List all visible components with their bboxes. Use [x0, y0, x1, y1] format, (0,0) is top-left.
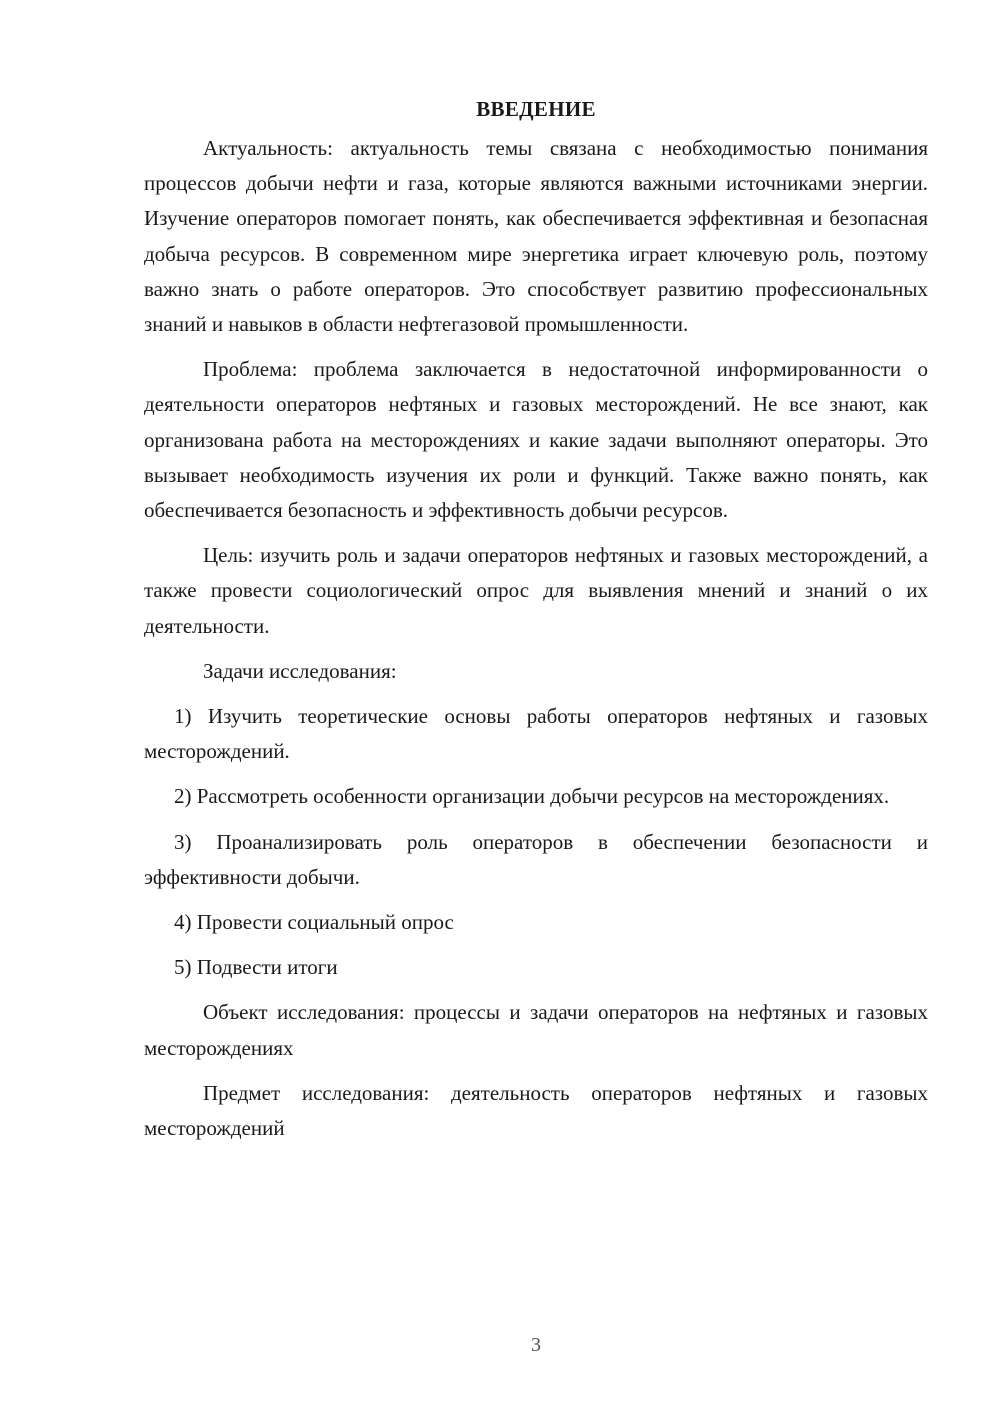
task-item-4: 4) Провести социальный опрос: [174, 910, 454, 935]
document-page: [144, 92, 928, 1156]
task-item-1: 1) Изучить теоретические основы работы операторов нефтяных и газовых месторождений.: [144, 704, 928, 764]
task-item-5: 5) Подвести итоги: [174, 955, 338, 980]
object-paragraph: Объект исследования: процессы и задачи операторов на нефтяных и газовых месторождениях: [144, 1000, 928, 1060]
subject-paragraph: Предмет исследования: деятельность операторов нефтяных и газовых месторождений: [144, 1080, 928, 1141]
relevance-paragraph: Актуальность: актуальность темы связана с необходимостью понимания процессов добычи нефти и газа, которые являются важными источниками энергии. Изучение операторов помогает понять, как обеспечивается эффективная и безопасная добыча ресурсов. В современном мире энергетика играет ключевую роль, поэтому важно знать о работе операторов. Это способствует развитию профессиональных знаний и навыков в области нефтегазовой промышленности.: [144, 136, 928, 337]
task-item-3: 3) Проанализировать роль операторов в обеспечении безопасности и эффективности добычи.: [144, 829, 928, 889]
tasks-heading: Задачи исследования:: [203, 658, 397, 683]
section-heading: ВВЕДЕНИЕ: [476, 97, 596, 121]
task-item-2: 2) Рассмотреть особенности организации добычи ресурсов на месторождениях.: [174, 784, 890, 809]
goal-paragraph: Цель: изучить роль и задачи операторов нефтяных и газовых месторождений, а также провести социологический опрос для выявления мнений и знаний о их деятельности.: [144, 543, 928, 638]
page-number: 3: [531, 1334, 541, 1356]
problem-paragraph: Проблема: проблема заключается в недостаточной информированности о деятельности операторов нефтяных и газовых месторождений. Не все знают, как организована работа на месторождениях и какие задачи выполняют операторы. Это вызывает необходимость изучения их роли и функций. Также важно понять, как обеспечивается безопасность и эффективность добычи ресурсов.: [144, 357, 928, 523]
